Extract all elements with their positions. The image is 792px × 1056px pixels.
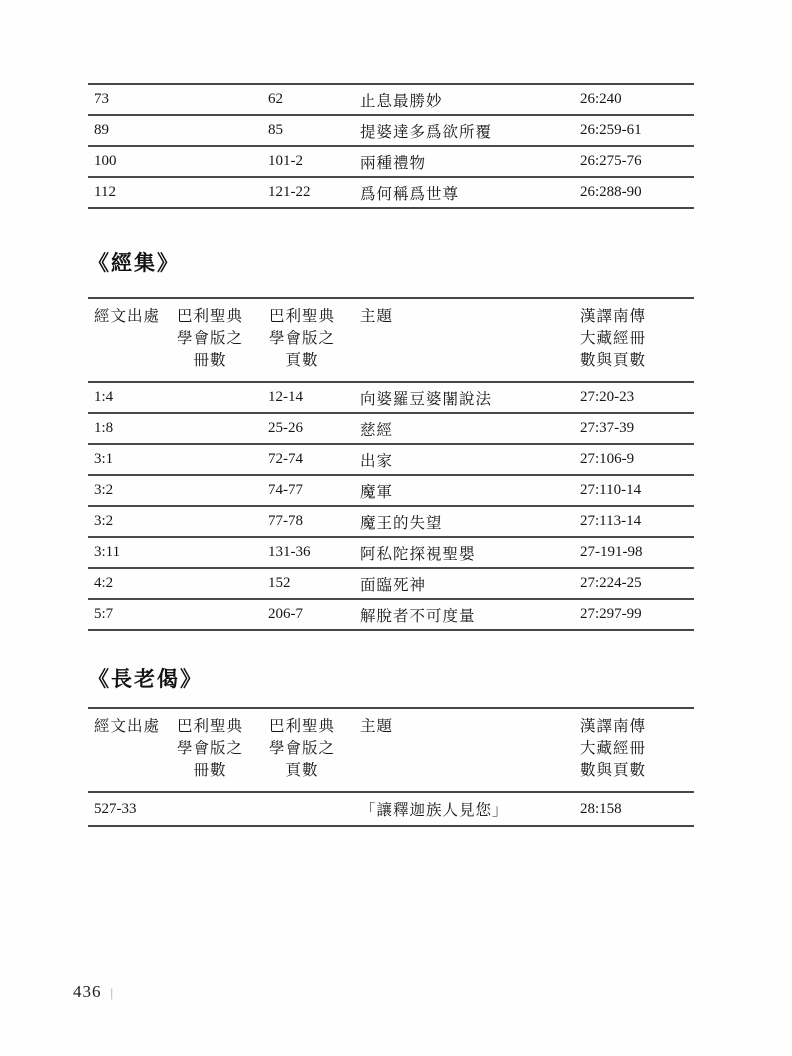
pts-page-cell: 62	[268, 91, 283, 107]
table-row	[88, 85, 694, 116]
source-cell: 100	[94, 153, 117, 169]
source-cell: 89	[94, 122, 109, 138]
topic-cell: 慈經	[360, 421, 394, 439]
topic-cell: 提婆達多爲欲所覆	[360, 123, 493, 141]
column-header-pts-volume: 巴利聖典 學會版之 冊數	[176, 308, 243, 369]
table-row	[88, 116, 694, 147]
source-cell: 5:7	[94, 606, 114, 622]
ref-cell: 27:20-23	[580, 389, 635, 405]
topic-cell: 魔王的失望	[360, 514, 443, 532]
source-cell: 3:2	[94, 513, 114, 529]
source-cell: 1:4	[94, 389, 114, 405]
column-header-topic: 主題	[360, 308, 394, 325]
pts-page-cell: 77-78	[268, 513, 303, 529]
ref-cell: 26:240	[580, 91, 622, 107]
pts-page-cell: 85	[268, 122, 283, 138]
table-row	[88, 793, 694, 827]
topic-cell: 解脫者不可度量	[360, 607, 476, 625]
table-row	[88, 178, 694, 209]
ref-cell: 26:259-61	[580, 122, 642, 138]
ref-cell: 27:110-14	[580, 482, 642, 498]
topic-cell: 爲何稱爲世尊	[360, 185, 460, 203]
pts-page-cell: 74-77	[268, 482, 303, 498]
column-header-chinese-ref: 漢譯南傳 大藏經冊 數與頁數	[580, 308, 647, 369]
table-row	[88, 147, 694, 178]
table-row	[88, 538, 694, 569]
topic-cell: 「讓釋迦族人見您」	[360, 802, 509, 819]
ref-cell: 26:288-90	[580, 184, 642, 200]
source-cell: 527-33	[94, 800, 137, 817]
pts-page-cell: 101-2	[268, 153, 303, 169]
table-row	[88, 445, 694, 476]
pts-page-cell: 25-26	[268, 420, 303, 436]
topic-cell: 止息最勝妙	[360, 92, 443, 110]
page-number	[73, 982, 114, 1002]
table-header-row	[88, 299, 694, 383]
section-title-theragatha: 《長老偈》	[88, 667, 203, 691]
topic-cell: 魔軍	[360, 483, 394, 501]
pts-page-cell: 121-22	[268, 184, 311, 200]
sutta-nipata-table	[88, 297, 694, 631]
source-cell: 4:2	[94, 575, 114, 591]
table-row	[88, 507, 694, 538]
column-header-source: 經文出處	[94, 718, 161, 735]
source-cell: 3:1	[94, 451, 114, 467]
topic-cell: 兩種禮物	[360, 154, 427, 172]
column-header-chinese-ref: 漢譯南傳 大藏經冊 數與頁數	[580, 718, 647, 779]
pts-page-cell: 72-74	[268, 451, 303, 467]
ref-cell: 27:113-14	[580, 513, 642, 529]
topic-cell: 阿私陀探視聖嬰	[360, 545, 476, 563]
column-header-topic: 主題	[360, 718, 394, 735]
topic-cell: 向婆羅豆婆闍說法	[360, 390, 493, 408]
pts-page-cell: 206-7	[268, 606, 303, 622]
table-row	[88, 414, 694, 445]
table-header-row	[88, 709, 694, 793]
source-cell: 3:11	[94, 544, 121, 560]
section-title-sutta-nipata: 《經集》	[88, 251, 180, 275]
ref-cell: 27-191-98	[580, 544, 643, 560]
column-header-pts-volume: 巴利聖典 學會版之 冊數	[176, 718, 243, 779]
continuation-table	[88, 83, 694, 209]
page-number-value: 436	[73, 982, 102, 1001]
ref-cell: 27:297-99	[580, 606, 642, 622]
ref-cell: 27:106-9	[580, 451, 635, 467]
topic-cell: 出家	[360, 452, 394, 470]
column-header-source: 經文出處	[94, 308, 161, 325]
theragatha-table	[88, 707, 694, 827]
source-cell: 1:8	[94, 420, 114, 436]
table-row	[88, 383, 694, 414]
table-row	[88, 600, 694, 631]
column-header-pts-page: 巴利聖典 學會版之 頁數	[268, 718, 335, 779]
topic-cell: 面臨死神	[360, 576, 427, 594]
pts-page-cell: 152	[268, 575, 291, 591]
page-number-mark: |	[110, 985, 115, 1000]
ref-cell: 28:158	[580, 800, 622, 817]
table-row	[88, 569, 694, 600]
pts-page-cell: 131-36	[268, 544, 311, 560]
table-row	[88, 476, 694, 507]
source-cell: 3:2	[94, 482, 114, 498]
source-cell: 73	[94, 91, 109, 107]
source-cell: 112	[94, 184, 116, 200]
ref-cell: 26:275-76	[580, 153, 642, 169]
ref-cell: 27:37-39	[580, 420, 635, 436]
column-header-pts-page: 巴利聖典 學會版之 頁數	[268, 308, 335, 369]
ref-cell: 27:224-25	[580, 575, 642, 591]
pts-page-cell: 12-14	[268, 389, 303, 405]
